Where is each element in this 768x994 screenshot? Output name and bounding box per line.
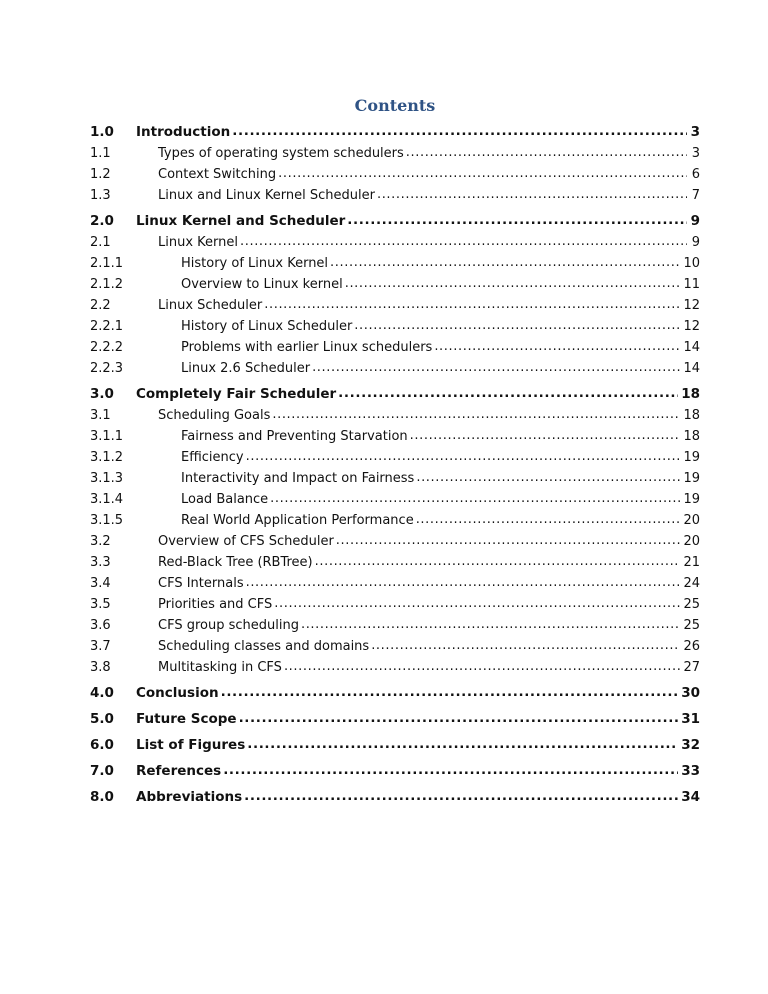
toc-entry[interactable] bbox=[90, 597, 700, 618]
toc-entry-label: Introduction bbox=[136, 124, 231, 140]
toc-entry-label: Context Switching bbox=[158, 167, 277, 182]
toc-entry-page: 12 bbox=[683, 298, 700, 313]
toc-entry[interactable] bbox=[90, 534, 700, 555]
toc-entry-number: 1.3 bbox=[90, 188, 111, 203]
toc-entry[interactable] bbox=[90, 513, 700, 534]
toc-leader-dots bbox=[223, 762, 678, 778]
toc-entry-label: Completely Fair Scheduler bbox=[136, 386, 337, 402]
toc-leader-dots bbox=[246, 575, 681, 590]
toc-entry[interactable] bbox=[90, 124, 700, 146]
toc-entry-page: 9 bbox=[690, 213, 700, 229]
toc-entry-label: Abbreviations bbox=[136, 789, 243, 805]
toc-entry-label: History of Linux Kernel bbox=[181, 256, 329, 271]
toc-entry-page: 19 bbox=[683, 471, 700, 486]
toc-entry-page: 20 bbox=[683, 534, 700, 549]
toc-entry-number: 2.1.1 bbox=[90, 256, 124, 271]
toc-entry-page: 7 bbox=[691, 188, 700, 203]
toc-entry-page: 27 bbox=[683, 660, 700, 675]
toc-entry[interactable] bbox=[90, 618, 700, 639]
toc-entry-page: 10 bbox=[683, 256, 700, 271]
toc-leader-dots bbox=[338, 385, 678, 401]
toc-entry-label: Priorities and CFS bbox=[158, 597, 273, 612]
toc-entry[interactable] bbox=[90, 450, 700, 471]
toc-entry-label: Linux and Linux Kernel Scheduler bbox=[158, 188, 375, 203]
toc-entry-number: 2.2.3 bbox=[90, 361, 124, 376]
toc-entry-number: 3.1 bbox=[90, 408, 111, 423]
toc-leader-dots bbox=[246, 449, 681, 464]
toc-entry-page: 32 bbox=[681, 737, 700, 753]
toc-entry[interactable] bbox=[90, 340, 700, 361]
toc-entry-page: 18 bbox=[681, 386, 700, 402]
toc-entry-label: Fairness and Preventing Starvation bbox=[181, 429, 408, 444]
toc-leader-dots bbox=[221, 684, 679, 700]
toc-entry[interactable] bbox=[90, 167, 700, 188]
toc-entry-page: 18 bbox=[683, 408, 700, 423]
toc-entry-number: 3.8 bbox=[90, 660, 111, 675]
toc-entry-number: 2.2.1 bbox=[90, 319, 124, 334]
toc-entry[interactable] bbox=[90, 386, 700, 408]
toc-entry-number: 2.2.2 bbox=[90, 340, 124, 355]
toc-leader-dots bbox=[312, 360, 680, 375]
toc-entry[interactable] bbox=[90, 361, 700, 382]
toc-entry-label: History of Linux Scheduler bbox=[181, 319, 353, 334]
toc-entry-label: Problems with earlier Linux schedulers bbox=[181, 340, 433, 355]
toc-entry-number: 3.2 bbox=[90, 534, 111, 549]
toc-entry-number: 3.1.3 bbox=[90, 471, 124, 486]
toc-entry-number: 8.0 bbox=[90, 789, 114, 805]
toc-leader-dots bbox=[406, 145, 687, 160]
toc-entry-number: 2.0 bbox=[90, 213, 114, 229]
toc-entry-page: 25 bbox=[683, 618, 700, 633]
toc-entry-number: 1.0 bbox=[90, 124, 114, 140]
toc-entry-label: Linux Scheduler bbox=[158, 298, 263, 313]
toc-entry-number: 2.1 bbox=[90, 235, 111, 250]
toc-entry-number: 3.4 bbox=[90, 576, 111, 591]
toc-leader-dots bbox=[284, 659, 681, 674]
toc-entry-page: 14 bbox=[683, 361, 700, 376]
toc-entry-number: 7.0 bbox=[90, 763, 114, 779]
toc-entry-label: Interactivity and Impact on Fairness bbox=[181, 471, 415, 486]
toc-entry-label: Real World Application Performance bbox=[181, 513, 414, 528]
toc-entry-label: CFS Internals bbox=[158, 576, 244, 591]
toc-entry-label: Efficiency bbox=[181, 450, 244, 465]
toc-entry-number: 1.2 bbox=[90, 167, 111, 182]
toc-entry-page: 19 bbox=[683, 492, 700, 507]
toc-leader-dots bbox=[232, 123, 687, 139]
toc-entry-label: References bbox=[136, 763, 222, 779]
toc-entry[interactable] bbox=[90, 277, 700, 298]
toc-entry-page: 6 bbox=[691, 167, 700, 182]
toc-leader-dots bbox=[410, 428, 681, 443]
toc-entry-page: 12 bbox=[683, 319, 700, 334]
toc-entry-label: Red-Black Tree (RBTree) bbox=[158, 555, 313, 570]
toc-leader-dots bbox=[278, 166, 687, 181]
toc-entry[interactable] bbox=[90, 429, 700, 450]
toc-entry[interactable] bbox=[90, 555, 700, 576]
toc-entry-page: 20 bbox=[683, 513, 700, 528]
toc-entry[interactable] bbox=[90, 576, 700, 597]
toc-entry-number: 4.0 bbox=[90, 685, 114, 701]
toc-entry[interactable] bbox=[90, 685, 700, 707]
toc-entry[interactable] bbox=[90, 492, 700, 513]
toc-leader-dots bbox=[330, 255, 680, 270]
toc-entry-label: CFS group scheduling bbox=[158, 618, 299, 633]
toc-entry-number: 3.5 bbox=[90, 597, 111, 612]
toc-entry-label: Overview of CFS Scheduler bbox=[158, 534, 334, 549]
toc-entry-page: 30 bbox=[681, 685, 700, 701]
toc-leader-dots bbox=[301, 617, 680, 632]
toc-leader-dots bbox=[270, 491, 680, 506]
toc-entry-number: 3.3 bbox=[90, 555, 111, 570]
toc-entry[interactable] bbox=[90, 146, 700, 167]
toc-entry-label: Scheduling classes and domains bbox=[158, 639, 370, 654]
toc-leader-dots bbox=[240, 234, 687, 249]
toc-leader-dots bbox=[434, 339, 680, 354]
toc-leader-dots bbox=[244, 788, 678, 804]
toc-entry-page: 3 bbox=[690, 124, 700, 140]
toc-entry[interactable] bbox=[90, 298, 700, 319]
toc-entry[interactable] bbox=[90, 789, 700, 811]
toc-entry-page: 9 bbox=[691, 235, 700, 250]
toc-leader-dots bbox=[347, 212, 687, 228]
toc-entry-page: 33 bbox=[681, 763, 700, 779]
toc-entry-page: 11 bbox=[683, 277, 700, 292]
toc-entry-number: 1.1 bbox=[90, 146, 111, 161]
toc-leader-dots bbox=[371, 638, 680, 653]
toc-entry-page: 14 bbox=[683, 340, 700, 355]
toc-entry-page: 3 bbox=[691, 146, 700, 161]
toc-entry-label: Scheduling Goals bbox=[158, 408, 271, 423]
toc-entry[interactable] bbox=[90, 213, 700, 235]
toc-leader-dots bbox=[247, 736, 678, 752]
toc-entry-number: 3.7 bbox=[90, 639, 111, 654]
toc-entry[interactable] bbox=[90, 639, 700, 660]
table-of-contents bbox=[90, 124, 700, 811]
toc-leader-dots bbox=[354, 318, 680, 333]
toc-leader-dots bbox=[416, 512, 681, 527]
toc-leader-dots bbox=[336, 533, 681, 548]
toc-leader-dots bbox=[416, 470, 680, 485]
toc-entry[interactable] bbox=[90, 471, 700, 492]
toc-entry-page: 31 bbox=[681, 711, 700, 727]
toc-entry-number: 2.2 bbox=[90, 298, 111, 313]
toc-entry[interactable] bbox=[90, 408, 700, 429]
toc-leader-dots bbox=[239, 710, 679, 726]
page-title: Contents bbox=[354, 96, 436, 115]
toc-entry[interactable] bbox=[90, 319, 700, 340]
toc-entry-page: 18 bbox=[683, 429, 700, 444]
toc-entry-label: Types of operating system schedulers bbox=[158, 146, 404, 161]
toc-entry-page: 34 bbox=[681, 789, 700, 805]
toc-entry-page: 26 bbox=[683, 639, 700, 654]
toc-leader-dots bbox=[272, 407, 680, 422]
toc-entry-label: Multitasking in CFS bbox=[158, 660, 282, 675]
toc-leader-dots bbox=[377, 187, 687, 202]
toc-entry[interactable] bbox=[90, 256, 700, 277]
toc-entry[interactable] bbox=[90, 763, 700, 785]
toc-entry-page: 21 bbox=[683, 555, 700, 570]
toc-entry-number: 2.1.2 bbox=[90, 277, 124, 292]
toc-entry-number: 3.1.1 bbox=[90, 429, 124, 444]
toc-entry-label: Future Scope bbox=[136, 711, 237, 727]
toc-entry-label: Load Balance bbox=[181, 492, 269, 507]
toc-leader-dots bbox=[274, 596, 680, 611]
toc-entry-number: 6.0 bbox=[90, 737, 114, 753]
toc-entry-number: 5.0 bbox=[90, 711, 114, 727]
toc-entry-number: 3.1.2 bbox=[90, 450, 124, 465]
toc-entry-page: 19 bbox=[683, 450, 700, 465]
toc-entry[interactable] bbox=[90, 188, 700, 209]
toc-entry-number: 3.1.5 bbox=[90, 513, 124, 528]
toc-entry-number: 3.1.4 bbox=[90, 492, 124, 507]
toc-entry-page: 24 bbox=[683, 576, 700, 591]
toc-entry-number: 3.6 bbox=[90, 618, 111, 633]
toc-entry[interactable] bbox=[90, 711, 700, 733]
toc-leader-dots bbox=[315, 554, 681, 569]
toc-entry-label: Linux Kernel and Scheduler bbox=[136, 213, 346, 229]
toc-entry[interactable] bbox=[90, 660, 700, 681]
toc-entry-label: Conclusion bbox=[136, 685, 219, 701]
toc-entry-label: Linux 2.6 Scheduler bbox=[181, 361, 311, 376]
toc-entry-label: Overview to Linux kernel bbox=[181, 277, 343, 292]
toc-entry-label: Linux Kernel bbox=[158, 235, 238, 250]
toc-entry[interactable] bbox=[90, 235, 700, 256]
toc-leader-dots bbox=[264, 297, 680, 312]
toc-leader-dots bbox=[345, 276, 681, 291]
toc-entry-label: List of Figures bbox=[136, 737, 246, 753]
toc-entry-page: 25 bbox=[683, 597, 700, 612]
toc-entry-number: 3.0 bbox=[90, 386, 114, 402]
toc-entry[interactable] bbox=[90, 737, 700, 759]
